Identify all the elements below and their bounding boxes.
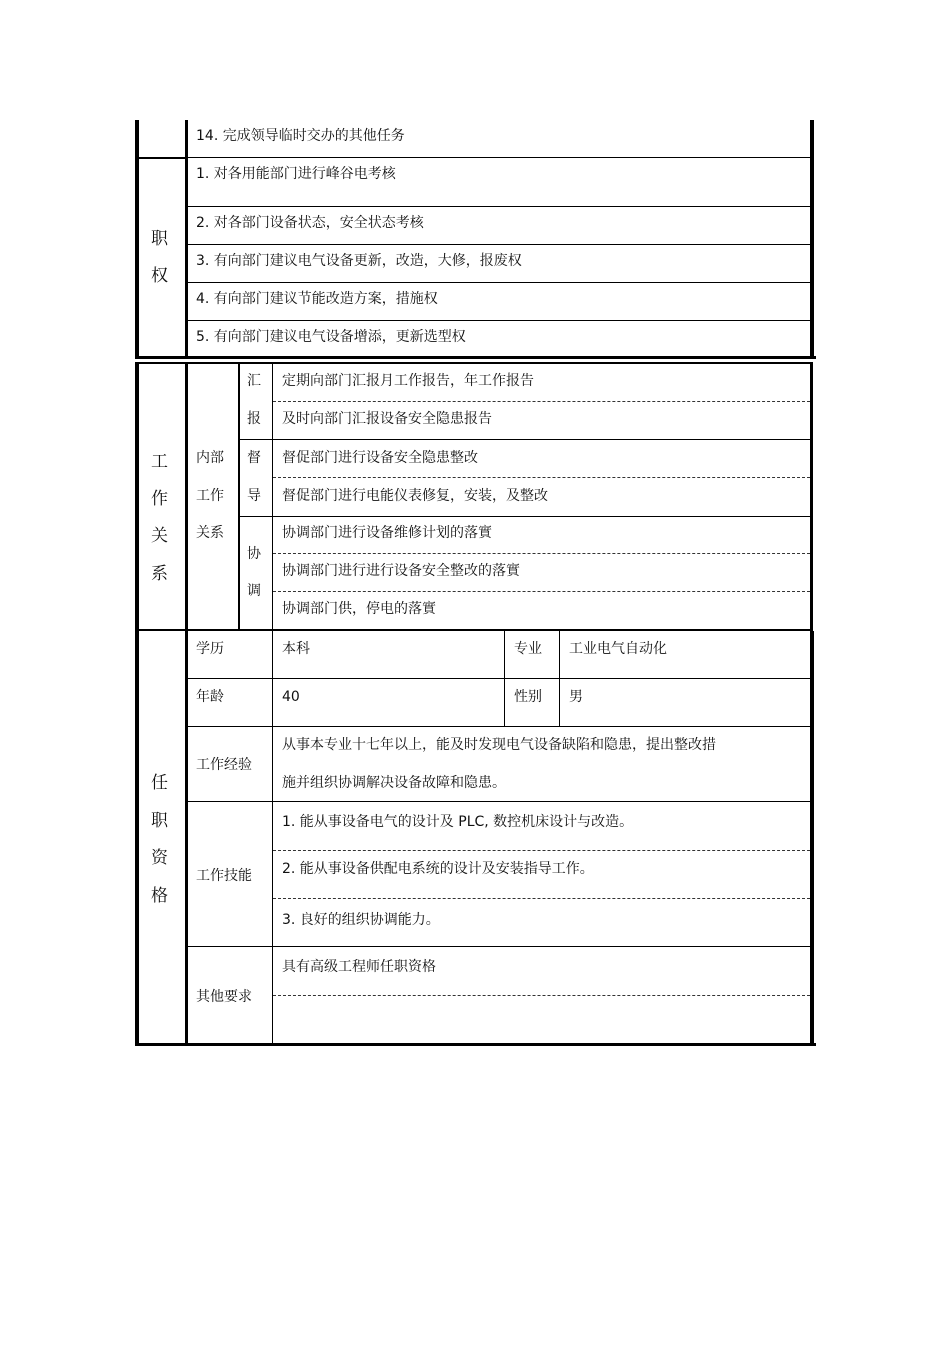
row-line <box>240 516 810 517</box>
row-line <box>135 157 188 159</box>
authority-item: 4. 有向部门建议节能改造方案，措施权 <box>196 291 438 307</box>
dashed-row-line <box>273 553 810 554</box>
row-line <box>188 282 810 283</box>
row-line <box>188 320 810 321</box>
report-item: 定期向部门汇报月工作报告，年工作报告 <box>282 373 534 389</box>
coordinate-item: 协调部门进行进行设备安全整改的落實 <box>282 563 520 579</box>
column-divider <box>185 362 188 630</box>
table-left-border <box>135 362 139 630</box>
education-value: 本科 <box>282 641 310 657</box>
internal-label: 关系 <box>196 525 224 541</box>
qualification-label-char: 任 <box>151 773 168 793</box>
supervise-label-char: 督 <box>247 450 261 466</box>
dashed-row-line <box>273 850 810 851</box>
authority-label-char: 职 <box>151 229 168 249</box>
major-value: 工业电气自动化 <box>569 641 667 657</box>
authority-label-char: 权 <box>151 266 168 286</box>
authority-item: 3. 有向部门建议电气设备更新，改造，大修，报废权 <box>196 253 522 269</box>
table-bottom-border <box>135 1043 816 1046</box>
row-line <box>188 244 810 245</box>
relations-label-char: 系 <box>151 564 168 584</box>
coordinate-label-char: 协 <box>247 546 261 562</box>
row-line <box>188 801 810 802</box>
table-left-border <box>135 120 139 359</box>
row-line <box>188 206 810 207</box>
supervise-item: 督促部门进行设备安全隐患整改 <box>282 450 478 466</box>
row-line <box>188 678 810 679</box>
duty-item-14: 14. 完成领导临时交办的其他任务 <box>196 128 405 144</box>
age-label: 年龄 <box>196 689 224 705</box>
table-right-border <box>810 362 813 630</box>
relations-label-char: 关 <box>151 526 168 546</box>
supervise-label-char: 导 <box>247 488 261 504</box>
qualification-label-char: 职 <box>151 811 168 831</box>
experience-label: 工作经验 <box>196 757 252 773</box>
relations-label-char: 工 <box>151 452 168 472</box>
table-right-border <box>810 631 814 1045</box>
row-line <box>188 946 810 947</box>
section-line <box>135 629 813 631</box>
dashed-row-line <box>273 898 810 899</box>
qualification-label-char: 格 <box>151 886 168 906</box>
column-divider <box>185 120 188 359</box>
internal-label: 内部 <box>196 450 224 466</box>
age-value: 40 <box>282 689 300 705</box>
experience-line: 从事本专业十七年以上，能及时发现电气设备缺陷和隐患，提出整改措 <box>282 737 716 753</box>
other-requirements-label: 其他要求 <box>196 989 252 1005</box>
row-line <box>188 157 810 158</box>
coordinate-item: 协调部门供，停电的落實 <box>282 601 436 617</box>
other-requirements-value: 具有高级工程师任职资格 <box>282 959 436 975</box>
report-label-char: 报 <box>247 411 261 427</box>
column-divider <box>559 631 560 727</box>
table-right-border <box>810 120 814 359</box>
row-line <box>188 726 810 727</box>
supervise-item: 督促部门进行电能仪表修复，安装，及整改 <box>282 488 548 504</box>
education-label: 学历 <box>196 641 224 657</box>
skill-item: 2. 能从事设备供配电系统的设计及安装指导工作。 <box>282 861 594 877</box>
column-divider <box>185 631 188 1045</box>
section-top-line <box>135 362 813 364</box>
authority-item: 5. 有向部门建议电气设备增添，更新选型权 <box>196 329 466 345</box>
coordinate-label-char: 调 <box>247 583 261 599</box>
gender-label: 性别 <box>514 689 542 705</box>
report-label-char: 汇 <box>247 373 261 389</box>
relations-label-char: 作 <box>151 489 168 509</box>
authority-item: 1. 对各用能部门进行峰谷电考核 <box>196 166 396 182</box>
internal-label: 工作 <box>196 488 224 504</box>
dashed-row-line <box>273 591 810 592</box>
skill-item: 3. 良好的组织协调能力。 <box>282 912 440 928</box>
qualification-label-char: 资 <box>151 848 168 868</box>
coordinate-item: 协调部门进行设备维修计划的落實 <box>282 525 492 541</box>
report-item: 及时向部门汇报设备安全隐患报告 <box>282 411 492 427</box>
row-line <box>240 439 810 440</box>
major-label: 专业 <box>514 641 542 657</box>
dashed-row-line <box>273 477 810 478</box>
column-divider <box>504 631 505 727</box>
column-divider <box>272 631 273 1045</box>
column-divider <box>238 362 240 630</box>
skill-item: 1. 能从事设备电气的设计及 PLC, 数控机床设计与改造。 <box>282 814 634 830</box>
section-line <box>135 356 816 359</box>
column-divider <box>272 362 273 630</box>
skills-label: 工作技能 <box>196 868 252 884</box>
gender-value: 男 <box>569 689 583 705</box>
authority-item: 2. 对各部门设备状态，安全状态考核 <box>196 215 424 231</box>
table-left-border <box>135 631 139 1045</box>
experience-line: 施并组织协调解决设备故障和隐患。 <box>282 775 506 791</box>
dashed-row-line <box>273 401 810 402</box>
dashed-row-line <box>273 995 810 996</box>
